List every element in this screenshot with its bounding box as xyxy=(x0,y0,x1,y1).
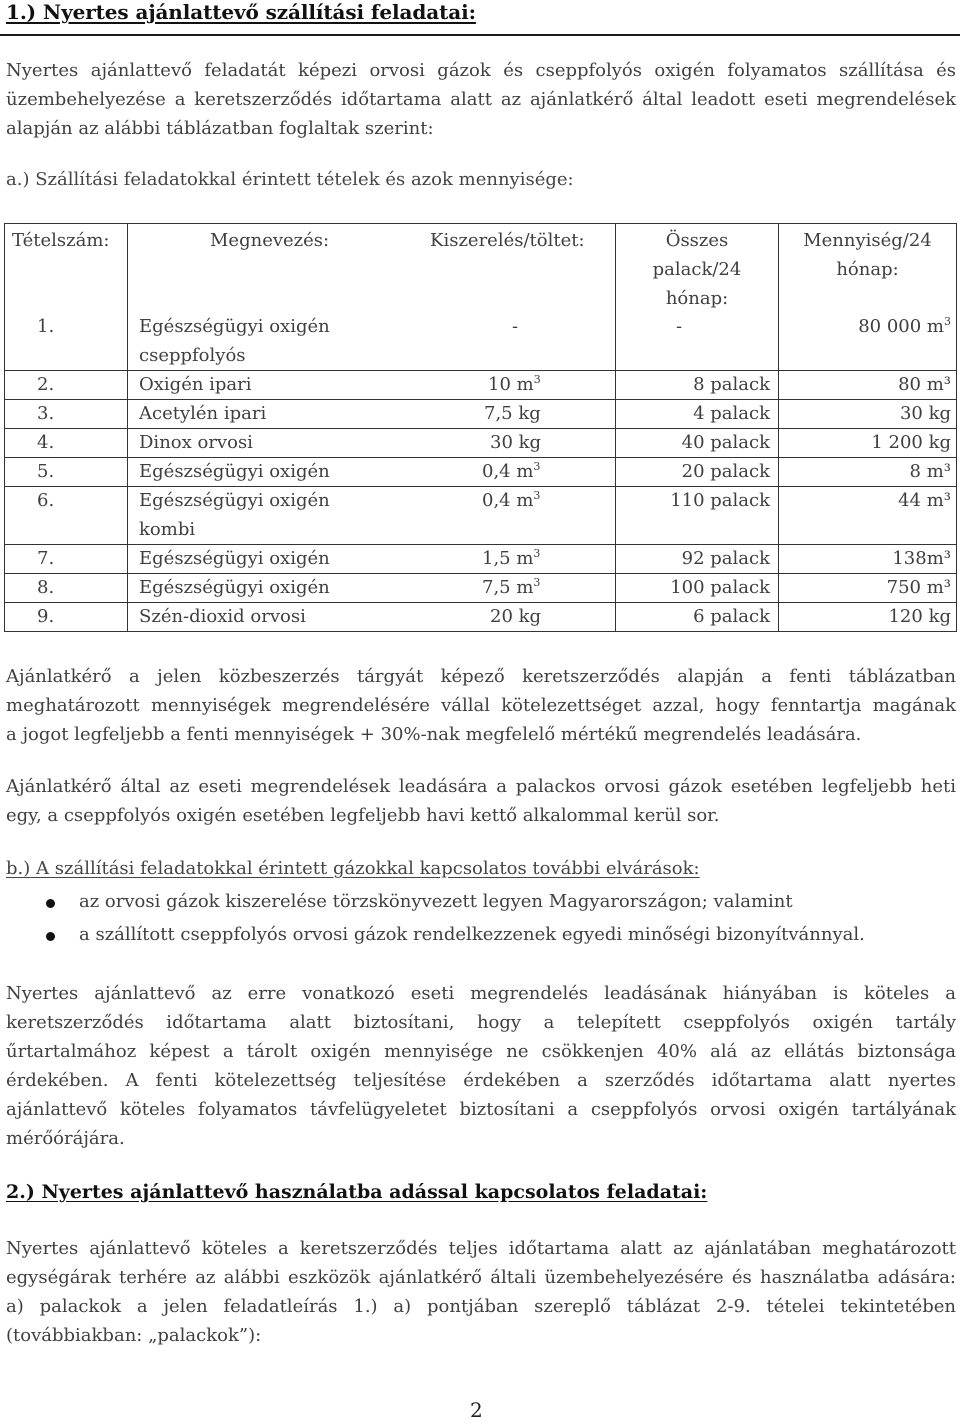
row-4-qty: 1 200 kg xyxy=(871,432,951,453)
list-item-text: a szállított cseppfolyós orvosi gázok rendelkezzenek egyedi minőségi bizonyítvánnyal. xyxy=(79,924,865,945)
paragraph-line: egy, a cseppfolyós oxigén esetében legfeljebb havi kettő alkalommal kerül sor. xyxy=(6,805,720,826)
intro-line: alapján az alábbi táblázatban foglaltak szerint: xyxy=(6,118,434,139)
tank-paragraph xyxy=(6,979,956,1153)
paragraph-line: érdekében. A fenti kötelezettség teljesítése érdekében a szerződés időtartama alatt nyertes xyxy=(6,1070,956,1091)
paragraph-line: (továbbiakban: „palackok”): xyxy=(6,1325,262,1346)
row-1-pack: - xyxy=(512,316,519,337)
section-2-paragraph xyxy=(6,1234,956,1350)
row-7-pack-value: 1,5 m xyxy=(482,548,534,569)
paragraph-line: mérőórájára. xyxy=(6,1128,125,1149)
row-2-name: Oxigén ipari xyxy=(139,374,252,395)
row-1-total: - xyxy=(676,316,683,337)
row-6-pack-value: 0,4 m xyxy=(482,490,534,511)
row-6-qty: 44 m³ xyxy=(898,490,951,511)
section-1-title: 1.) Nyertes ajánlattevő szállítási feladatai: xyxy=(6,0,476,24)
row-3-no: 3. xyxy=(37,403,55,424)
paragraph-line: a) palackok a jelen feladatleírás 1.) a) pontjában szereplő táblázat 2-9. tételei tekintetében xyxy=(6,1296,956,1317)
row-5-pack-sup: 3 xyxy=(533,460,541,473)
items-table xyxy=(4,223,957,632)
intro-line: üzembehelyezése a keretszerződés időtartama alatt az ajánlatkérő által leadott eseti megrendelések xyxy=(6,89,956,110)
paragraph-line: a jogot legfeljebb a fenti mennyiségek + 30%-nak megfelelő mértékű megrendelés leadására. xyxy=(6,724,862,745)
header-item-no: Tételszám: xyxy=(12,230,110,251)
row-2-total: 8 palack xyxy=(693,374,770,395)
paragraph-line: meghatározott mennyiségek megrendelésére vállal kötelezettséget azzal, hogy fenntartja magának xyxy=(6,695,956,716)
section-2-title: 2.) Nyertes ajánlattevő használatba adással kapcsolatos feladatai: xyxy=(6,1181,708,1203)
header-qty-line1: Mennyiség/24 xyxy=(803,230,932,251)
list-item-text: az orvosi gázok kiszerelése törzskönyvezett legyen Magyarországon; valamint xyxy=(79,891,793,912)
row-4-name: Dinox orvosi xyxy=(139,432,253,453)
paragraph-line: keretszerződés időtartama alatt biztosítani, hogy a telepített cseppfolyós oxigén tartály xyxy=(6,1012,956,1033)
requirements-list xyxy=(6,889,956,955)
row-9-no: 9. xyxy=(37,606,55,627)
subsection-b-heading xyxy=(6,858,700,879)
row-8-qty: 750 m³ xyxy=(886,577,951,598)
row-8-name: Egészségügyi oxigén xyxy=(139,577,330,598)
paragraph-line: egységárak terhére az alábbi eszközök ajánlatkérő általi üzembehelyezésére és használatba adására: xyxy=(6,1267,956,1288)
row-5-pack xyxy=(482,458,540,485)
row-6-name: Egészségügyi oxigén xyxy=(139,490,330,511)
header-total-line2: palack/24 xyxy=(652,259,742,280)
row-1-qty xyxy=(779,313,951,340)
row-7-name: Egészségügyi oxigén xyxy=(139,548,330,569)
row-6-pack xyxy=(482,487,540,514)
header-qty-line2: hónap: xyxy=(836,259,899,280)
header-total-line1: Összes xyxy=(665,230,729,251)
row-8-pack-value: 7,5 m xyxy=(482,577,534,598)
commitment-paragraph xyxy=(6,662,956,749)
row-5-name: Egészségügyi oxigén xyxy=(139,461,330,482)
orders-paragraph xyxy=(6,772,956,830)
row-8-pack xyxy=(482,574,540,601)
section-1-intro xyxy=(6,56,956,143)
subsection-a-heading: a.) Szállítási feladatokkal érintett tételek és azok mennyisége: xyxy=(6,169,574,190)
list-item xyxy=(6,922,956,955)
row-5-no: 5. xyxy=(37,461,55,482)
row-7-pack xyxy=(482,545,540,572)
header-name: Megnevezés: xyxy=(210,230,330,251)
paragraph-line: Ajánlatkérő a jelen közbeszerzés tárgyát képező keretszerződés alapján a fenti táblázatban xyxy=(6,666,956,687)
bullet-icon xyxy=(46,899,55,908)
section-1-header-bar xyxy=(0,0,960,36)
row-9-name: Szén-dioxid orvosi xyxy=(139,606,306,627)
paragraph-line: Nyertes ajánlattevő az erre vonatkozó eseti megrendelés leadásának hiányában is köteles a xyxy=(6,983,956,1004)
intro-line: Nyertes ajánlattevő feladatát képezi orvosi gázok és cseppfolyós oxigén folyamatos szállítása és xyxy=(6,60,956,81)
row-6-total: 110 palack xyxy=(670,490,770,511)
page-number: 2 xyxy=(470,1398,483,1422)
paragraph-line: Nyertes ajánlattevő köteles a keretszerződés teljes időtartama alatt az ajánlatában meghatározott xyxy=(6,1238,956,1259)
paragraph-line: űrtartalmához képest a tárolt oxigén mennyisége ne csökkenjen 40% alá az ellátás biztonsága xyxy=(6,1041,956,1062)
row-6-name-cont: kombi xyxy=(139,519,196,540)
row-4-total: 40 palack xyxy=(681,432,770,453)
row-7-total: 92 palack xyxy=(681,548,770,569)
row-5-total: 20 palack xyxy=(681,461,770,482)
row-3-name: Acetylén ipari xyxy=(139,403,267,424)
subsection-b-text: A szállítási feladatokkal érintett gázokkal kapcsolatos további elvárások: xyxy=(36,858,700,879)
paragraph-line: Ajánlatkérő által az eseti megrendelések leadására a palackos orvosi gázok esetében legfeljebb heti xyxy=(6,776,956,797)
row-5-pack-value: 0,4 m xyxy=(482,461,534,482)
row-8-total: 100 palack xyxy=(670,577,770,598)
row-3-pack: 7,5 kg xyxy=(484,403,541,424)
row-2-no: 2. xyxy=(37,374,55,395)
bullet-icon xyxy=(46,932,55,941)
paragraph-line: ajánlattevő köteles folyamatos távfelügyeletet biztosítani a cseppfolyós orvosi oxigén tartályának xyxy=(6,1099,956,1120)
row-3-qty: 30 kg xyxy=(899,403,951,424)
row-4-pack: 30 kg xyxy=(490,432,542,453)
row-8-no: 8. xyxy=(37,577,55,598)
row-8-pack-sup: 3 xyxy=(533,576,541,589)
list-item xyxy=(6,889,956,922)
subsection-b-label: b.) xyxy=(6,858,31,879)
row-1-name: Egészségügyi oxigén xyxy=(139,316,330,337)
row-2-pack-value: 10 m xyxy=(488,374,534,395)
row-1-name-cont: cseppfolyós xyxy=(139,345,246,366)
row-2-pack-sup: 3 xyxy=(533,373,541,386)
row-7-qty: 138m³ xyxy=(892,548,951,569)
row-9-qty: 120 kg xyxy=(888,606,951,627)
row-1-no: 1. xyxy=(37,316,55,337)
row-7-no: 7. xyxy=(37,548,55,569)
row-5-qty: 8 m³ xyxy=(909,461,951,482)
row-1-qty-value: 80 000 m xyxy=(858,316,944,337)
row-2-pack xyxy=(488,371,541,398)
row-7-pack-sup: 3 xyxy=(533,547,541,560)
row-9-pack: 20 kg xyxy=(490,606,542,627)
row-3-total: 4 palack xyxy=(693,403,770,424)
row-9-total: 6 palack xyxy=(693,606,770,627)
row-6-no: 6. xyxy=(37,490,55,511)
row-1-qty-sup: 3 xyxy=(944,315,951,328)
header-pack: Kiszerelés/töltet: xyxy=(430,230,585,251)
header-total-line3: hónap: xyxy=(665,288,729,309)
row-4-no: 4. xyxy=(37,432,55,453)
row-6-pack-sup: 3 xyxy=(533,489,541,502)
row-2-qty: 80 m³ xyxy=(898,374,951,395)
